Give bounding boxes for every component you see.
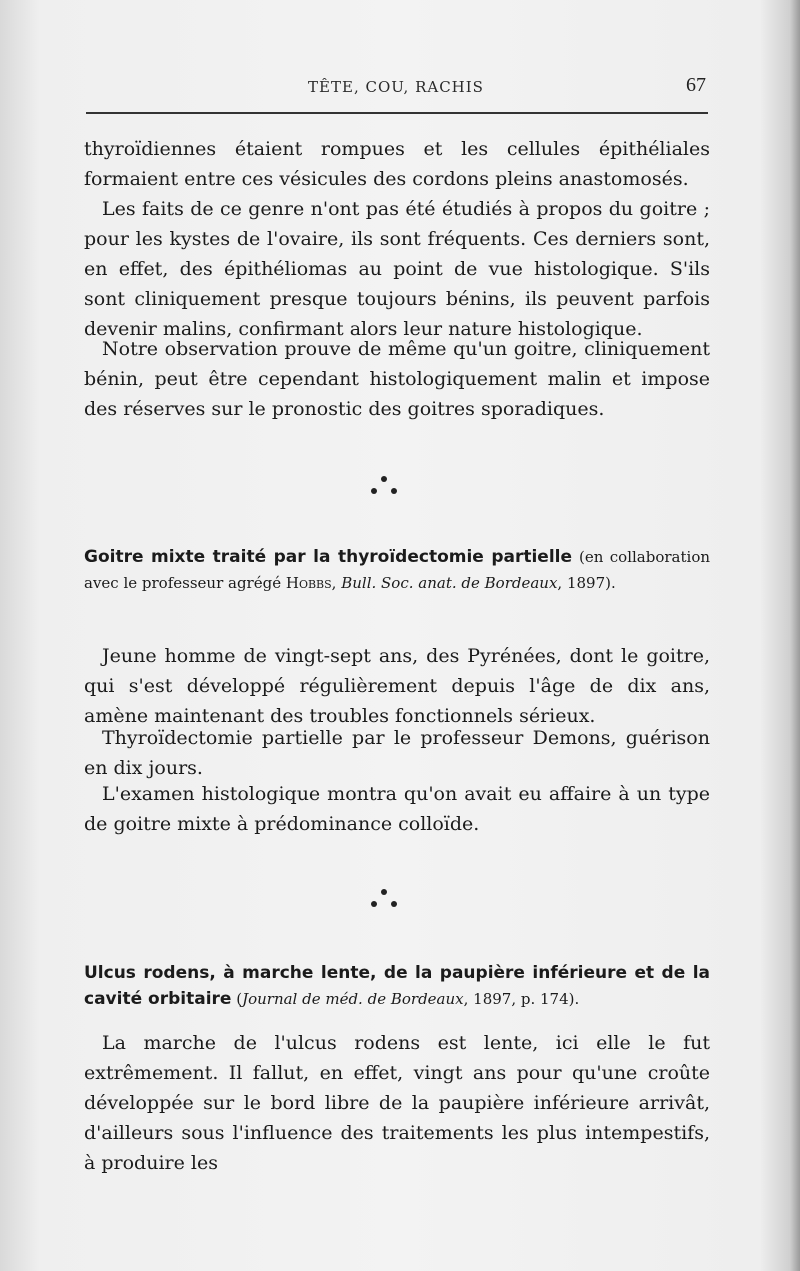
running-head xyxy=(86,72,706,106)
author-name: Hobbs xyxy=(285,574,332,592)
asterism-divider xyxy=(369,476,399,500)
heading-note-end: , 1897, p. 174). xyxy=(463,990,580,1008)
running-title: TÊTE, COU, RACHIS xyxy=(308,78,484,96)
paragraph-kystes: Les faits de ce genre n'ont pas été étudiés à propos du goitre ; pour les kystes de l'ovaire, ils sont fréquents. Ces derniers sont, en effet, des épithéliomas au point de vue histologique. S'ils sont cliniquement presque toujours bénins, ils peuvent parfois devenir malins, confirmant alors leur nature histologique. xyxy=(84,198,710,340)
paragraph-thyroidectomie: Thyroïdectomie partielle par le professeur Demons, guérison en dix jours. xyxy=(84,727,710,779)
heading-note: ( xyxy=(231,990,243,1008)
heading-note: (en collaboration avec le professeur agrégé xyxy=(84,548,711,592)
paragraph-ulcus: La marche de l'ulcus rodens est lente, ici elle le fut extrêmement. Il fallut, en effet, vingt ans pour qu'une croûte développée sur le bord libre de la paupière inférieure arrivât, d'ailleurs sous l'influence des traitements les plus intempestifs, à produire les xyxy=(84,1032,710,1174)
heading-separator: , xyxy=(331,574,342,592)
section-title: Goitre mixte traité par la thyroïdectomie partielle xyxy=(84,547,573,567)
header-rule xyxy=(86,112,708,114)
paragraph-continued: thyroïdiennes étaient rompues et les cellules épithéliales formaient entre ces vésicules des cordons pleins anastomosés. xyxy=(84,138,710,190)
asterism-divider xyxy=(369,889,399,913)
section-title: Ulcus rodens, à marche lente, de la paupière inférieure et de la cavité orbitaire xyxy=(84,963,710,1009)
paragraph-observation: Notre observation prouve de même qu'un goitre, cliniquement bénin, peut être cependant histologiquement malin et impose des réserves sur le pronostic des goitres sporadiques. xyxy=(84,338,710,420)
heading-note-end: , 1897). xyxy=(557,574,616,592)
journal-title: Journal de méd. de Bordeaux xyxy=(242,990,464,1008)
section-heading-ulcus xyxy=(84,960,710,1012)
journal-title: Bull. Soc. anat. de Bordeaux xyxy=(341,574,558,592)
page-number: 67 xyxy=(686,74,706,96)
paragraph-examen: L'examen histologique montra qu'on avait eu affaire à un type de goitre mixte à prédominance colloïde. xyxy=(84,783,710,835)
section-heading-goitre xyxy=(84,544,710,596)
paragraph-jeune-homme: Jeune homme de vingt-sept ans, des Pyrénées, dont le goitre, qui s'est développé régulièrement depuis l'âge de dix ans, amène maintenant des troubles fonctionnels sérieux. xyxy=(84,645,710,727)
